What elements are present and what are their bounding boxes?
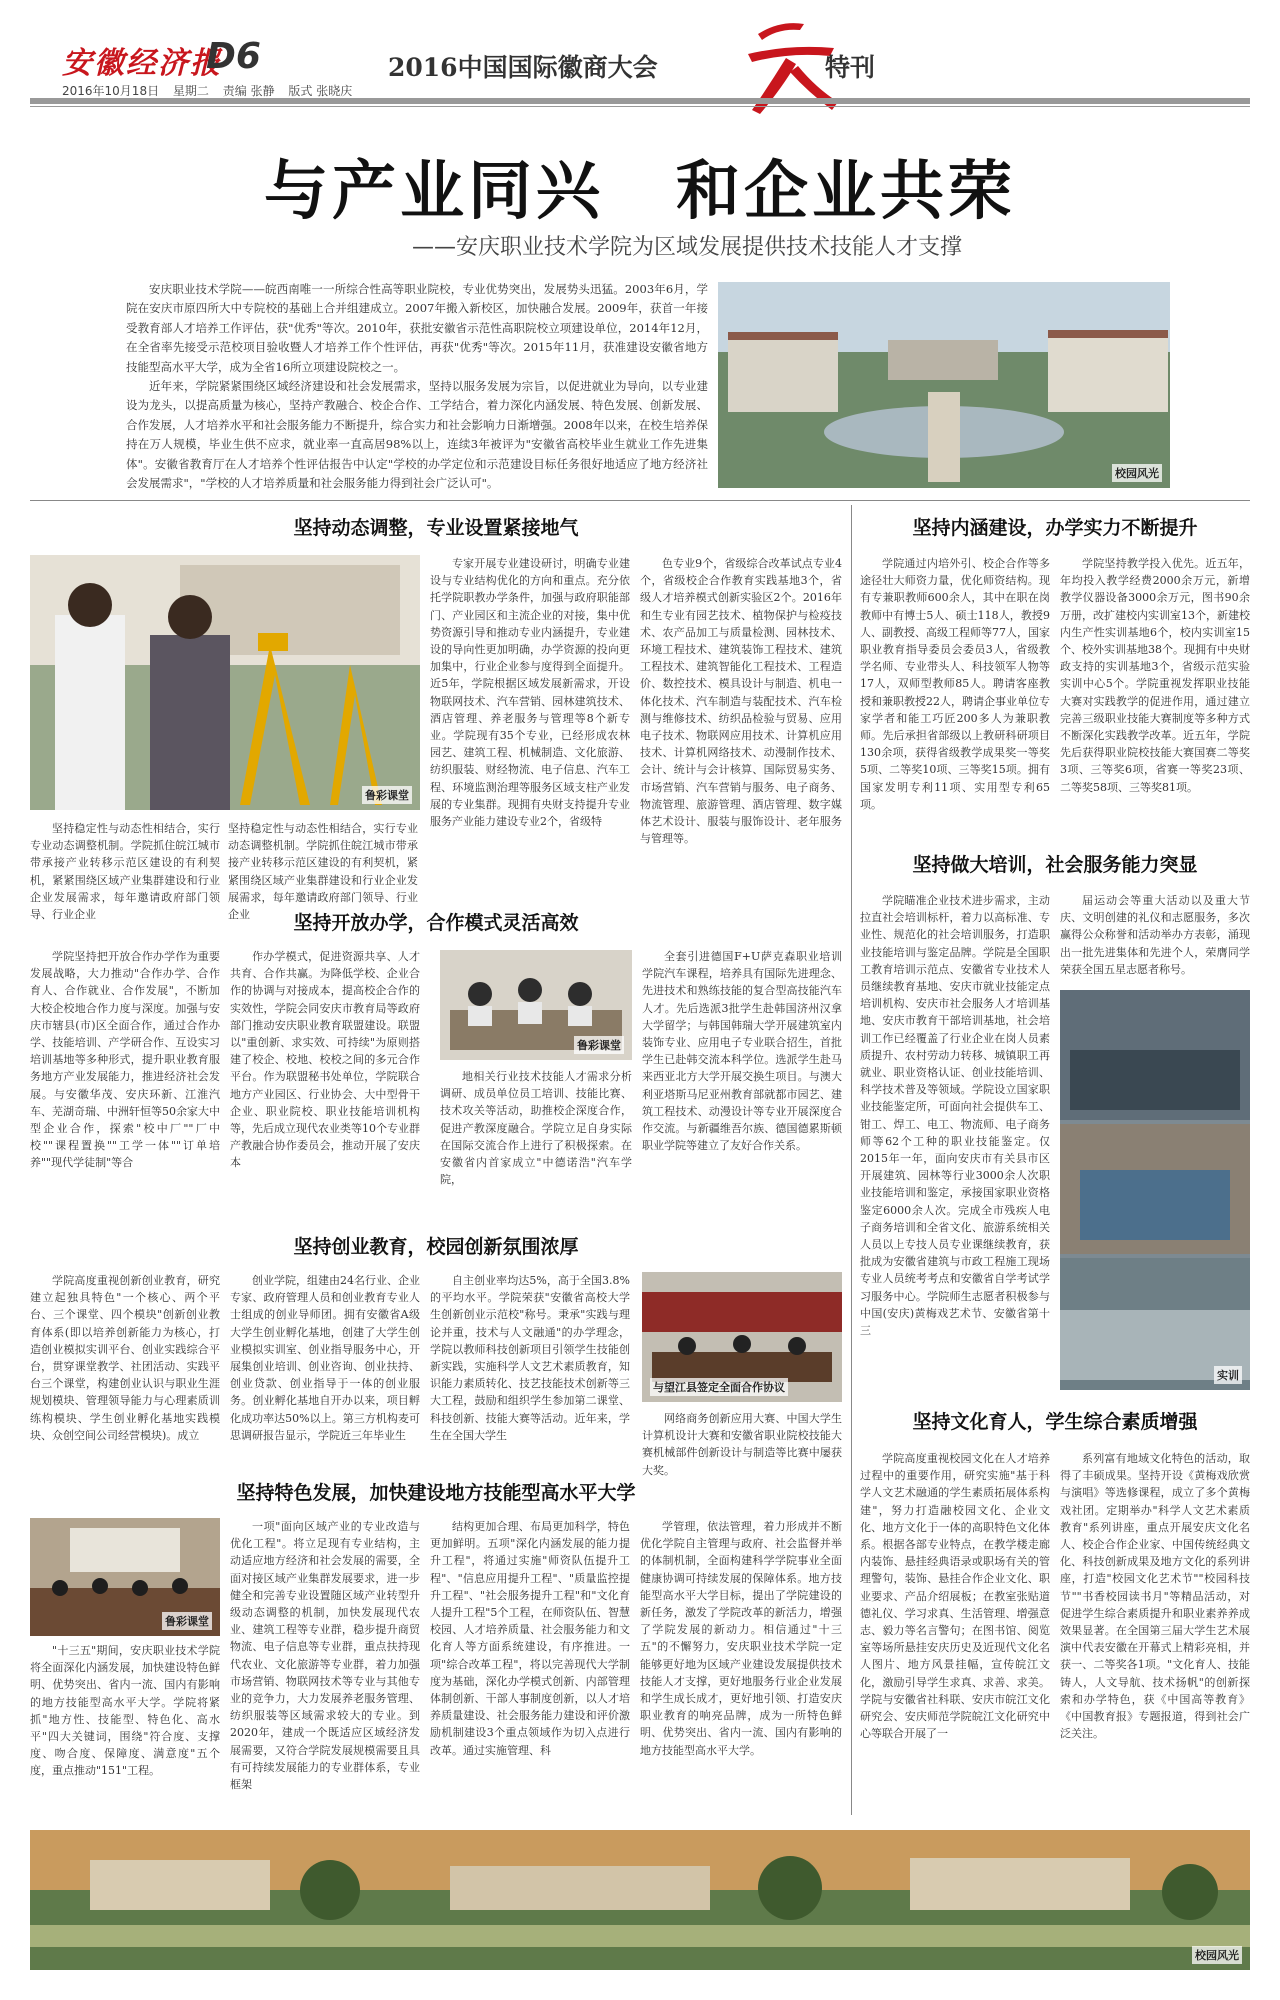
headline-part2: 和企业共荣 [676, 154, 1016, 229]
article-text: 学管理，依法管理，着力形成并不断优化学院自主管理与政府、社会监督并举的体制机制，全面构建科学学院事业全面健康协调可持续发展的保障体系。地方技能型高水平大学目标，提出了学院建设的新任务，激发了学院改革的新活力，增强了学院发展的新动力。相信通过"十三五"的不懈努力，安庆职业技术学院一定能够更好地为区域产业建设发展提供技术技能人才支撑，更好地服务行业企业发展和学生成长成才，更好地引领、打造安庆职业教育的响亮品牌，成为一所特色鲜明、优势突出、省内一流、国内有影响的地方技能型高水平大学。 [640, 1520, 842, 1757]
campus-panorama-photo [30, 1830, 1250, 1970]
article-column [1060, 1450, 1250, 1818]
article-text: 届运动会等重大活动以及重大节庆、文明创建的礼仪和志愿服务，多次赢得公众称誉和活动举办方表彰，涌现出一批先进集体和先进个人，荣膺同学荣获全国五星志愿者称号。 [1060, 894, 1250, 976]
article-text-cont: 坚持稳定性与动态性相结合，实行专业动态调整机制。学院抓住皖江城市带承接产业转移示范区建设的有利契机，紧紧围绕区域产业集群建设和行业企业发展需求，每年邀请政府部门领导、行业企业 [228, 822, 418, 922]
article-text: 结构更加合理、布局更加科学，特色更加鲜明。五项"深化内涵发展的能力提升工程"，将通过实施"师资队伍提升工程"、"信息应用提升工程"、"质量监控提升工程"、"社会服务提升工程"和"文化育人提升工程"5个工程，在师资队伍、智慧校园、人才培养质量、社会服务能力和文化育人等方面系统建设，有序推进。一项"综合改革工程"，将以完善现代大学制度为基础，深化办学模式创新、内部管理体制创新、干部人事制度创新，以人才培养质量建设、社会服务能力建设和评价激励机制建设3个重点领域作为切入点进行改革。通过实施管理、科 [430, 1520, 630, 1757]
classroom-photo [30, 555, 420, 810]
article-column [642, 948, 842, 1226]
signing-photo [642, 1272, 842, 1402]
special-issue-banner: 2016中国国际徽商大会 [388, 53, 658, 82]
article-column [860, 1450, 1050, 1818]
article-text: 全套引进德国F+U萨克森职业培训学院汽车课程，培养具有国际先进理念、先进技术和熟练技能的复合型高技能汽车人才。先后选派3批学生赴韩国济州汉拿大学留学；与韩国韩瑞大学开展建筑室内装饰专业、应用电子专业联合招生，首批学生已赴韩交流本科学位。选派学生赴马来西亚北方大学开展交换生项目。与澳大利亚塔斯马尼亚州教育部就都市园艺、建筑工程技术、动漫设计等专业开展深度合作交流。与新疆维吾尔族、德国德累斯顿职业学院等建立了友好合作关系。 [642, 950, 842, 1153]
headline-part1: 与产业同兴 [264, 154, 604, 229]
article-column [640, 555, 842, 900]
section-title: 坚持创业教育，校园创新氛围浓厚 [293, 1236, 579, 1258]
article-column [30, 1642, 220, 1818]
newspaper-logo: 安徽经济报 [62, 46, 222, 81]
lab-photo [440, 950, 632, 1060]
article-text: 系列富有地域文化特色的活动，取得了丰硕成果。坚持开设《黄梅戏欣赏与演唱》等选修课程，成立了多个黄梅戏社团。定期举办"科学人文艺术素质教育"系列讲座，重点开展安庆文化名人、校企合作企业家、中国传统经典文化、科技创新成果及地方文化的系列讲座，打造"校园文化艺术节""校园科技节""书香校园读书月"等精品活动，对促进学生综合素质提升和职业素养养成效果显著。在全国第三届大学生艺术展演中代表安徽在开幕式上精彩亮相，并获一、二等奖各1项。"文化育人、技能铸人，人文导航、技术扬帆"的创新探索和办学特色，获《中国高等教育》《中国教育报》专题报道，得到社会广泛关注。 [1060, 1452, 1250, 1741]
article-column [30, 948, 220, 1226]
issue-weekday: 星期二 [172, 84, 209, 98]
article-text: 学院高度重视校园文化在人才培养过程中的重要作用，研究实施"基于科学人文艺术融通的学生素质拓展体系构建"，努力打造融校园文化、企业文化、地方文化于一体的高职特色文化体系。根据各部专业特点，在教学楼走廊内装饰、悬挂经典语录或职场有关的管理警句，装饰、悬挂合作企业文化、职业要求、产品介绍展板；在教室张贴道德礼仪、学习求真、生活管理、增强意志、毅力等名言警句；在图书馆、阅览室等场所悬挂安庆历史及近现代文化名人图片、地方风景挂幅，宣传皖江文化，激励引导学生求真、求善、求美。学院与安徽省社科联、安庆市皖江文化研究会、安庆师范学院皖江文化研究中心等联合开展了一 [860, 1452, 1050, 1741]
photo-caption: 校园风光 [1112, 464, 1162, 482]
photo-caption: 实训 [1214, 1366, 1242, 1384]
article-column [230, 1272, 420, 1472]
article-text: 坚持稳定性与动态性相结合，实行专业动态调整机制。学院抓住皖江城市带承接产业转移示范区建设的有利契机，紧紧围绕区域产业集群建设和行业企业发展需求，每年邀请政府部门领导、行业企业 [30, 822, 220, 922]
article-text: 地相关行业技术技能人才需求分析调研、成员单位员工培训、技能比赛、技术攻关等活动，助推校企深度合作，促进产教深度融合。学院立足自身实际在国际交流合作上进行了积极探索。在安徽省内首家成立"中德诺浩"汽车学院， [440, 1070, 632, 1187]
article-text: 学院通过内培外引、校企合作等多途径壮大师资力量，优化师资结构。现有专兼职教师600余人，其中在职在岗教师中有博士5人、硕士118人，教授9人、副教授、高级工程师等77人，国家职业教育指导委员会委员3人，省级教学名师、专业带头人、科技领军人物等17人，双师型教师85人。聘请客座教授和兼职教授22人，聘请企事业单位专家学者和能工巧匠200多人为兼职教师。先后承担省部级以上教研科研项目130余项，获得省级教学成果奖一等奖5项、二等奖10项、三等奖15项。拥有国家发明专利11项、实用型专利65项。 [860, 557, 1050, 811]
training-illustration [1060, 990, 1250, 1390]
intro-text [126, 280, 708, 493]
photo-caption: 鲁彩课堂 [162, 1612, 212, 1630]
article-column [230, 1518, 420, 1818]
article-column [860, 892, 1050, 1400]
section-title: 坚持做大培训，社会服务能力突显 [912, 854, 1198, 876]
article-column [30, 820, 220, 922]
article-column [1060, 555, 1250, 840]
article-column [642, 1410, 842, 1477]
article-text: 自主创业率均达5%，高于全国3.8%的平均水平。学院荣获"安徽省高校大学生创新创业示范校"称号。秉承"实践与理论并重，技术与人文融通"的办学理念，学院以教师科技创新项目引领学生技能创新实践，实施科学人文艺术素质教育，知识能力素质转化、技艺技能技术创新等三大工程，鼓励和组织学生参加第二课堂、科技创新、技能大赛等活动。近年来，学生在全国大学生 [430, 1274, 630, 1442]
article-text: 网络商务创新应用大赛、中国大学生计算机设计大赛和安徽省职业院校技能大赛机械部件创新设计与制造等比赛中屡获大奖。 [642, 1412, 842, 1477]
issue-date: 2016年10月18日 [62, 84, 160, 98]
article-text: 专家开展专业建设研讨，明确专业建设与专业结构优化的方向和重点。充分依托学院职教办学条件，加强与政府职能部门、产业园区和主流企业的对接，集中优势资源引导和推动专业内涵提升，专业建设的导向性更加明确，办学资源的投向更加集中，行业企业参与度得到全面提升。近5年，学院根据区域发展新需求，开设物联网技术、汽车营销、园林建筑技术、酒店管理、养老服务与管理等8个新专业。学院现有35个专业，已经形成农林园艺、建筑工程、机械制造、文化旅游、纺织服装、财经物流、电子信息、汽车工程、环境监测治理等服务区域支柱产业发展的专业集群。现拥有央财支持提升专业服务产业能力建设专业2个，省级特 [430, 557, 630, 829]
article-column [1060, 892, 1250, 982]
article-text: 一项"面向区域产业的专业改造与优化工程"。将立足现有专业结构，主动适应地方经济和社会发展的需要，全面对接区域产业集群发展要求，进一步健全和完善专业设置随区域产业转型升级动态调整的机制，加快发展现代农业、建筑工程等专业群，稳步提升商贸物流、电子信息等专业群，重点扶持现代农业、文化旅游等专业群，着力加强市场营销、物联网技术等专业与其他专业的竞争力，大力发展养老服务管理、纺织服装等区域需求较大的专业。到2020年，建成一个既适应区域经济发展需要，又符合学院发展规模需要且具有可持续发展能力的专业群体系，专业框架 [230, 1520, 420, 1792]
article-text: 学院瞄准企业技术进步需求，主动拉直社会培训标杆，着力以高标准、专业性、规范化的社会培训服务，打造职业技能培训与鉴定品牌。学院是全国职工教育培训示范点、安徽省专业技术人员继续教育基地、安庆市就业技能定点培训机构、安庆市社会服务人才培训基地、安庆市教育干部培训基地，社会培训工作已经覆盖了行业企业在岗人员素质提升、农村劳动力转移、城镇职工再就业、职业资格认证、创业技能培训、科学技术普及等领域。学院设立国家职业技能鉴定所，可面向社会提供车工、钳工、焊工、电工、物流师、电子商务师等62个工种的职业技能鉴定。仅2015年一年，面向安庆市有关县市区开展建筑、园林等行业3000余人次职业技能培训和鉴定，承接国家职业资格鉴定6000余人次。完成全市残疾人电子商务培训和全省文化、旅游系统相关人员以上专技人员专业课继续教育，获批成为安徽省建筑与市政工程施工现场专业人员统考考点和安徽省自学考试学习服务中心。学院师生志愿者积极参与中国(安庆)黄梅戏艺术节、安徽省第十三 [860, 894, 1050, 1338]
article-column [230, 948, 420, 1226]
article-text: "十三五"期间，安庆职业技术学院将全面深化内涵发展，加快建设特色鲜明、优势突出、省内一流、国内有影响的地方技能型高水平大学。学院将紧抓"地方性、技能型、特色化、高水平"四大关键词，围绕"符合度、支撑度、吻合度、保障度、满意度"五个度，重点推动"151"工程。 [30, 1644, 220, 1778]
photo-caption: 校园风光 [1192, 1946, 1242, 1964]
photo-caption: 鲁彩课堂 [574, 1036, 624, 1054]
article-text: 创业学院，组建由24名行业、企业专家、政府管理人员和创业教育专业人士组成的创业导师团。拥有安徽省A级大学生创业孵化基地，创建了大学生创业模拟实训室、创业指导服务中心，开展集创业培训、创业咨询、创业扶持、创业贷款、创业指导于一体的创业服务。创业孵化基地自开办以来，项目孵化成功率达50%以上。第三方机构麦可思调研报告显示，学院近三年毕业生 [230, 1274, 420, 1442]
masthead-rule-thin [30, 106, 1250, 107]
issue-meta [62, 82, 362, 99]
article-text: 学院坚持教学投入优先。近五年，年均投入教学经费2000余万元，新增教学仪器设备3000余万元，图书90余万册，改扩建校内实训室13个，新建校内生产性实训基地6个，校内实训室15个、校外实训基地38个。现拥有中央财政支持的实训基地3个，省级示范实验实训中心5个。学院重视发挥职业技能大赛对实践教学的促进作用，通过建立完善三级职业技能大赛制度等多种方式不断深化实践教学改革。近五年，学院先后获得职业院校技能大赛国赛二等奖3项、三等奖6项，省赛一等奖23项、二等奖58项、三等奖81项。 [1060, 557, 1250, 794]
article-column [430, 555, 630, 900]
photo-caption: 鲁彩课堂 [362, 786, 412, 804]
column-rule [851, 505, 852, 1815]
page-number: D6 [206, 36, 261, 77]
article-column [860, 555, 1050, 840]
main-headline [0, 140, 1280, 232]
masthead-rule [30, 98, 1250, 104]
campus-illustration [718, 282, 1170, 488]
article-column [640, 1518, 842, 1818]
article-text: 色专业9个，省级综合改革试点专业4个，省级校企合作教育实践基地3个，省级人才培养模式创新实验区2个。2016年和生专业有园艺技术、植物保护与检疫技术、农产品加工与质量检测、园林技术、环境工程技术、建筑装饰工程技术、建筑工程技术、建筑智能化工程技术、工程造价、数控技术、模具设计与制造、机电一体化技术、汽车制造与装配技术、汽车检测与维修技术、纺织品检验与贸易、应用电子技术、物联网应用技术、计算机应用技术、计算机网络技术、动漫制作技术、会计、统计与会计核算、国际贸易实务、市场营销、汽车营销与服务、电子商务、物流管理、旅游管理、酒店管理、数字媒体艺术设计、服装与服饰设计、老年服务与管理等。 [640, 557, 842, 846]
campus-photo [718, 282, 1170, 488]
editor-credit: 责编 张静 [222, 84, 275, 98]
section-title: 坚持文化育人，学生综合素质增强 [912, 1411, 1198, 1433]
intro-paragraph: 安庆职业技术学院——皖西南唯一一所综合性高等职业院校，专业优势突出，发展势头迅猛。2003年6月，学院在安庆市原四所大中专院校的基础上合并组建成立。2007年搬入新校区，加快融合发展。2009年，获首一年接受教育部人才培养工作评估，获"优秀"等次。2010年，获批安徽省示范性高职院校立项建设单位，2014年12月，在全省率先接受示范校项目验收暨人才培养工作个性评估，再获"优秀"等次。2015年11月，获准建设安徽省地方技能型高水平大学，成为全省16所立项建设院校之一。 [126, 282, 708, 374]
intro-paragraph: 近年来，学院紧紧围绕区域经济建设和社会发展需求，坚持以服务发展为宗旨，以促进就业为导向，以专业建设为龙头，以提高质量为核心，坚持产教融合、校企合作、工学结合，着力深化内涵发展、特色发展、创新发展、合作发展，人才培养水平和社会服务能力不断提升，综合实力和社会影响力日渐增强。2008年以来，在校生培养保持在万人规模，毕业生供不应求，就业率一直高居98%以上，连续3年被评为"安徽省高校毕业生就业工作先进集体"。安徽省教育厅在人才培养个性评估报告中认定"学校的办学定位和示范建设目标任务很好地适应了地方经济社会发展需求"，"学校的人才培养质量和社会服务能力得到社会广泛认可"。 [126, 379, 708, 491]
training-photo-stack [1060, 990, 1250, 1390]
article-text: 学院坚持把开放合作办学作为重要发展战略，大力推动"合作办学、合作育人、合作就业、合作发展"，不断加大校企校地合作力度与深度。加强与安庆市辖县(市)区全面合作，通过合作办学、技能培训、产学研合作、互设实习培训基地等多种形式，提升职业教育服务地方产业发展能力，推进经济社会发展。与安徽华茂、安庆环新、江淮汽车、芜湖奇瑞、中洲轩恒等50余家大中型企业合作，探索"校中厂""厂中校""课程置换""工学一体""订单培养""现代学徒制"等合 [30, 950, 220, 1170]
section-divider [30, 500, 1250, 501]
section-title: 坚持特色发展，加快建设地方技能型高水平大学 [236, 1482, 636, 1504]
photo-caption: 与望江县签定全面合作协议 [650, 1378, 788, 1396]
article-column [30, 1272, 220, 1472]
sub-headline: ——安庆职业技术学院为区域发展提供技术技能人才支撑 [411, 235, 962, 260]
article-text: 作办学模式，促进资源共享、人才共育、合作共赢。为降低学校、企业合作的协调与对接成本，提高校企合作的实效性，学院会同安庆市教育局等政府部门推动安庆职业教育联盟建设。联盟以"重创新、求实效、可持续"为原则搭建了校企、校地、校校之间的多元合作平台。作为联盟秘书处单位，学院联合地方产业园区、行业协会、大中型骨干企业、职业院校、职业技能培训机构等，先后成立现代农业类等10个专业群产教融合协作委员会，推动开展了安庆本 [230, 950, 420, 1170]
article-column [228, 820, 418, 922]
article-column [440, 1068, 632, 1226]
section-title: 坚持动态调整，专业设置紧接地气 [293, 517, 579, 539]
section-title: 坚持开放办学，合作模式灵活高效 [293, 912, 579, 934]
article-text: 学院高度重视创新创业教育，研究建立起独具特色"一个核心、两个平台、三个课堂、四个模块"创新创业教育体系(即以培养创新能力为核心，打造创业模拟实训平台、创业实践综合平台，贯穿课堂教学、社团活动、实践平台三个课堂，构建创业认识与职业生涯规划模块、管理领导能力与心理素质训练构模块、学生创业孵化基地实践模块、众创空间公司经营模块)。成立 [30, 1274, 220, 1442]
special-issue-label: 特刊 [825, 53, 876, 82]
designer-credit: 版式 张晓庆 [288, 84, 353, 98]
section-title: 坚持内涵建设，办学实力不断提升 [912, 517, 1198, 539]
article-column [430, 1518, 630, 1818]
article-column [430, 1272, 630, 1472]
panorama-illustration [30, 1830, 1250, 1970]
lecture-photo [30, 1518, 220, 1636]
survey-illustration [30, 555, 420, 810]
